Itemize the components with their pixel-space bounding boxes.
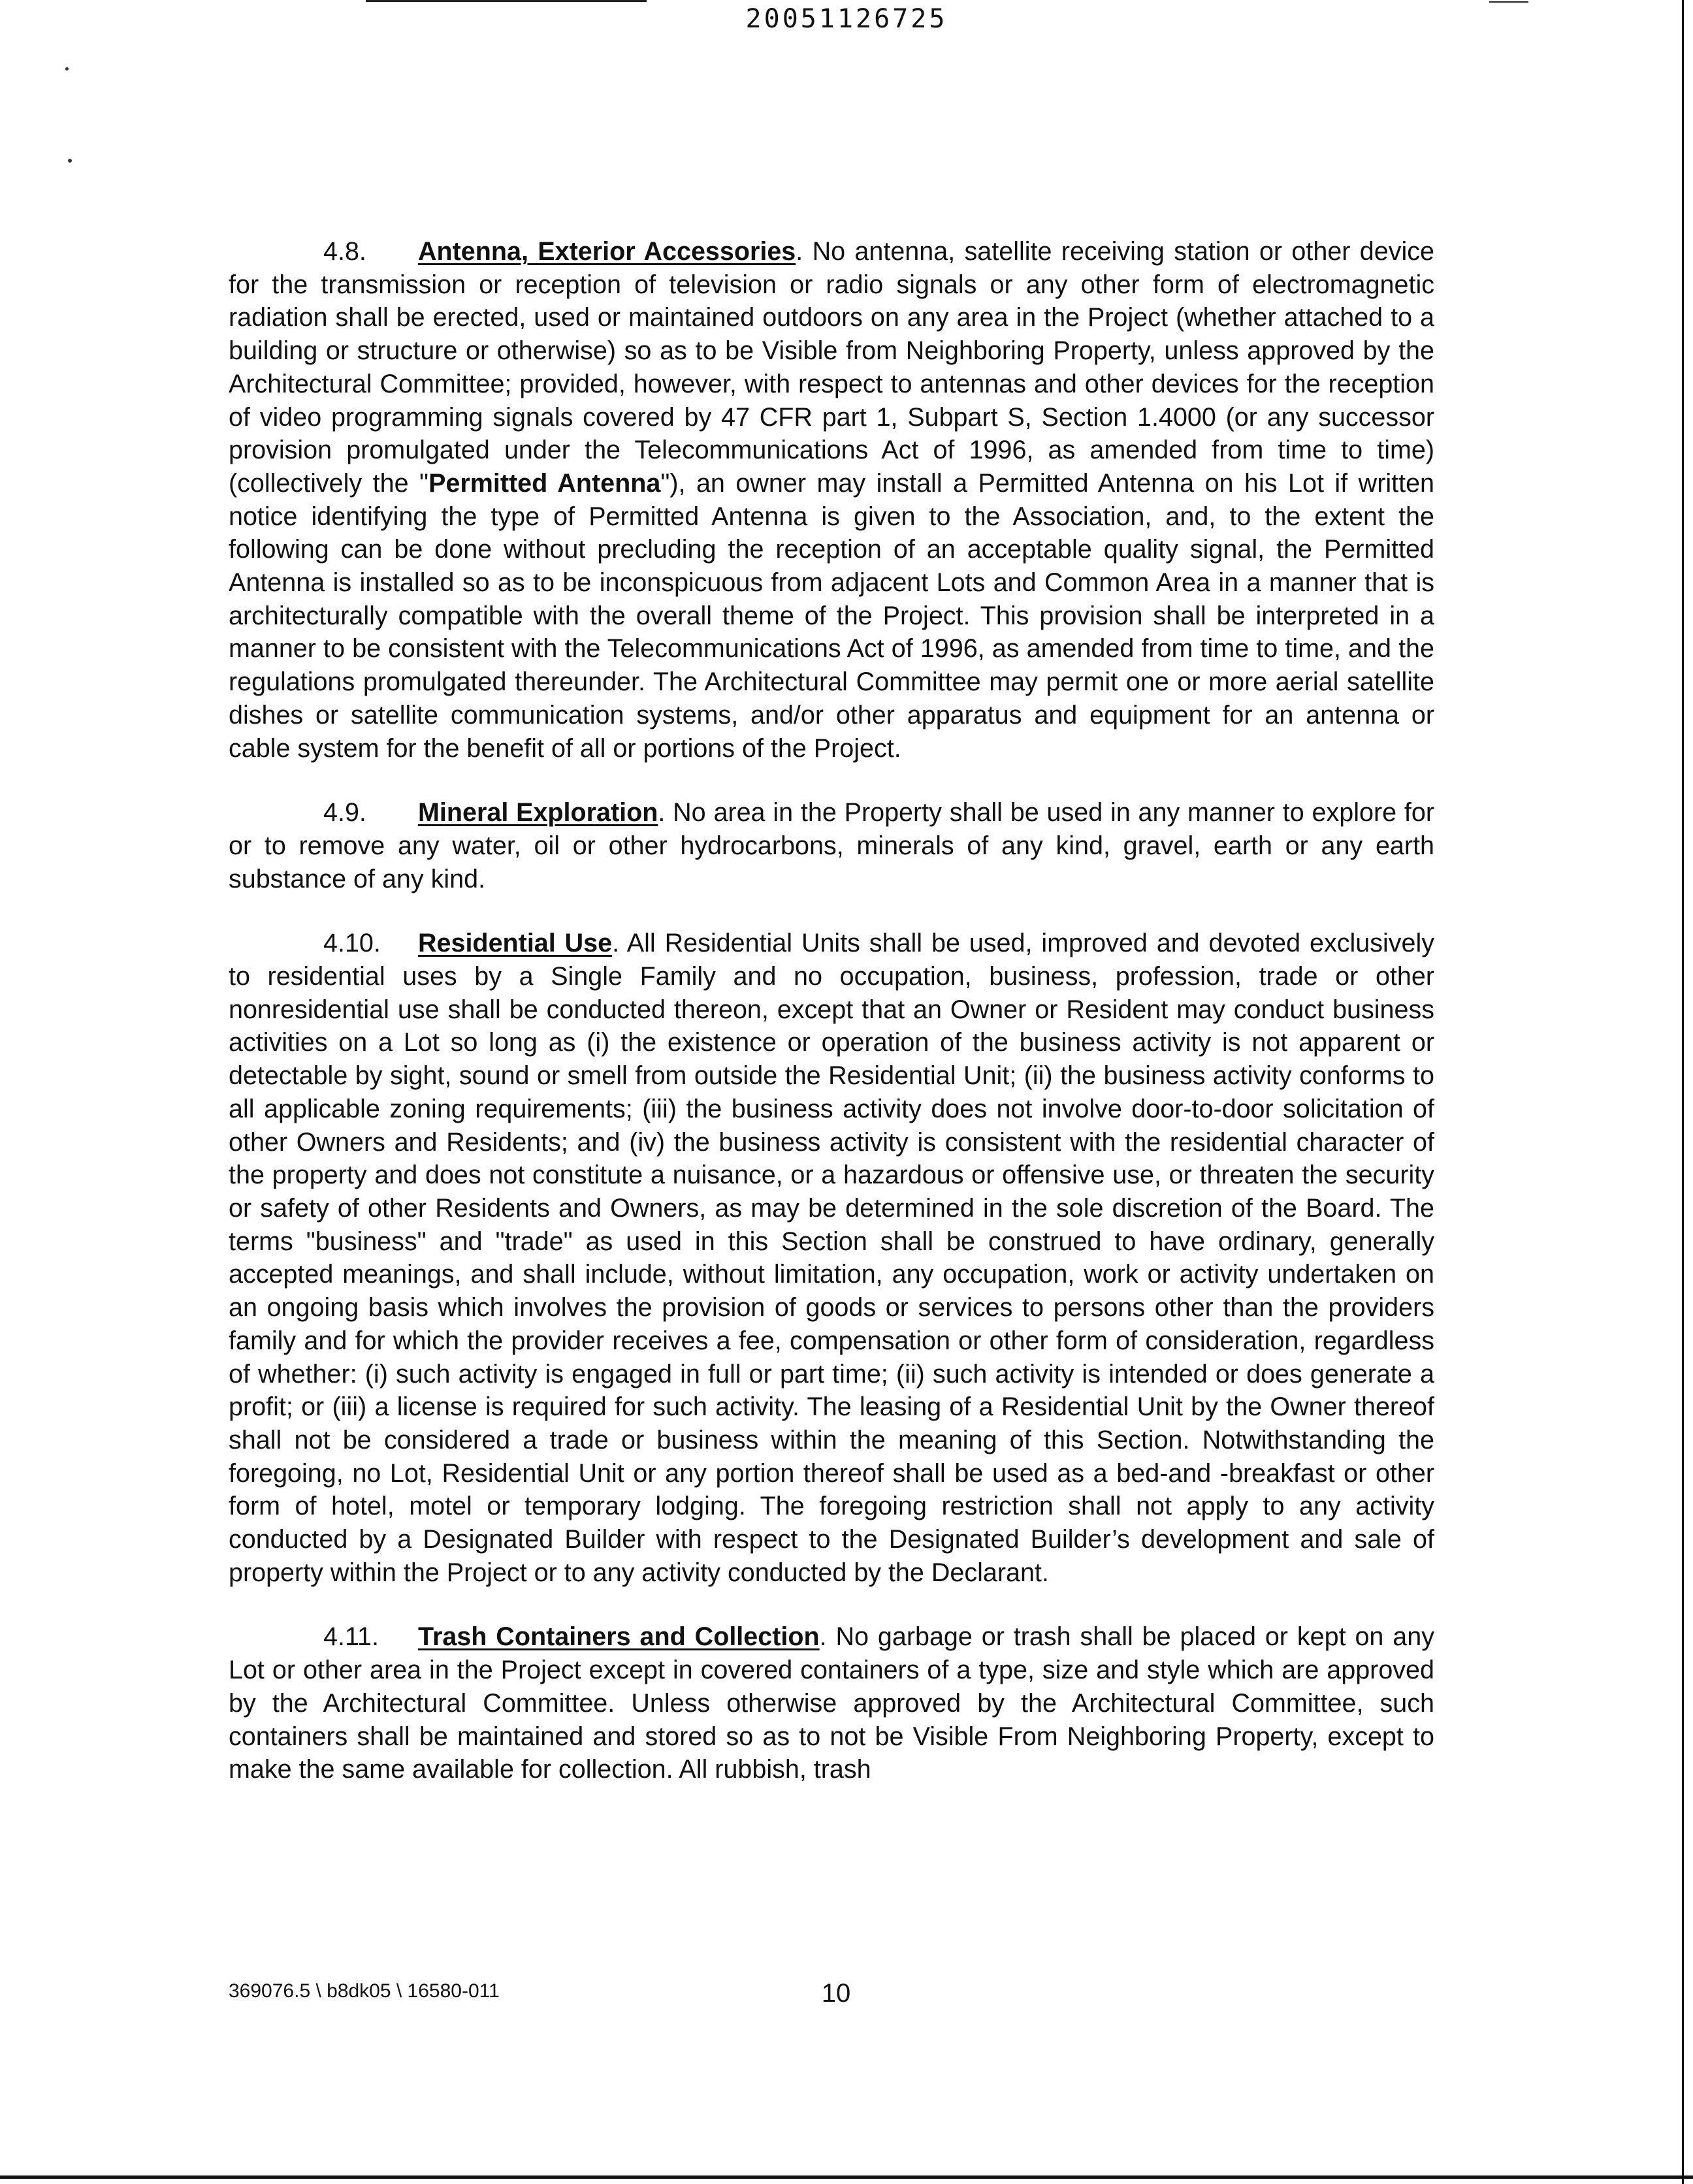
section-heading: Trash Containers and Collection — [418, 1622, 820, 1652]
page-number: 10 — [821, 1979, 851, 2008]
document-body — [229, 235, 1434, 1818]
section-number: 4.8. — [323, 237, 366, 266]
scan-bottom-border — [0, 2176, 1693, 2179]
section-heading: Residential Use — [418, 929, 613, 958]
defined-term: Permitted Antenna — [428, 468, 661, 498]
scan-right-border — [1682, 0, 1684, 2184]
section-number: 4.9. — [323, 798, 366, 827]
section-text: "), an owner may install a Permitted Antenna on his Lot if written notice identifying the type of Permitted Antenna is given to the Association, and, to the extent the following can be done without precluding the reception of an acceptable quality signal, the Permitted Antenna is installed so as to be inconspicuous from adjacent Lots and Common Area in a manner that is architecturally compatible with the overall theme of the Project. This provision shall be interpreted in a manner to be consistent with the Telecommunications Act of 1996, as amended from time to time, and the regulations promulgated thereunder. The Architectural Committee may permit one or more aerial satellite dishes or satellite communication systems, and/or other apparatus and equipment for an antenna or cable system for the benefit of all or portions of the Project. — [229, 468, 1435, 763]
section-4-11 — [229, 1620, 1434, 1786]
scan-top-mark — [1489, 1, 1528, 3]
section-4-10 — [229, 927, 1434, 1589]
scan-top-rule — [366, 0, 647, 2]
scan-speck — [65, 67, 69, 71]
section-heading: Mineral Exploration — [418, 798, 658, 827]
section-number: 4.10. — [323, 929, 381, 958]
section-number: 4.11. — [323, 1622, 379, 1652]
section-4-8 — [229, 235, 1434, 765]
section-4-9 — [229, 796, 1434, 895]
section-heading: Antenna, Exterior Accessories — [418, 237, 796, 266]
document-number: 20051126725 — [745, 4, 948, 34]
section-text: . All Residential Units shall be used, improved and devoted exclusively to residential uses by a Single Family and no occupation, business, profession, trade or other nonresidential use shall be conducted thereon, except that an Owner or Resident may conduct business activities on a Lot so long as (i) the existence or operation of the business activity is not apparent or detectable by sight, sound or smell from outside the Residential Unit; (ii) the business activity conforms to all applicable zoning requirements; (iii) the business activity does not involve door-to-door solicitation of other Owners and Residents; and (iv) the business activity is consistent with the residential character of the property and does not constitute a nuisance, or a hazardous or offensive use, or threaten the security or safety of other Residents and Owners, as may be determined in the sole discretion of the Board. The terms "business" and "trade" as used in this Section shall be construed to have ordinary, generally accepted meanings, and shall include, without limitation, any occupation, work or activity undertaken on an ongoing basis which involves the provision of goods or services to persons other than the providers family and for which the provider receives a fee, compensation or other form of consideration, regardless of whether: (i) such activity is engaged in full or part time; (ii) such activity is intended or does generate a profit; or (iii) a license is required for such activity. The leasing of a Residential Unit by the Owner thereof shall not be considered a trade or business within the meaning of this Section. Notwithstanding the foregoing, no Lot, Residential Unit or any portion thereof shall be used as a bed-and -breakfast or other form of hotel, motel or temporary lodging. The foregoing restriction shall not apply to any activity conducted by a Designated Builder with respect to the Designated Builder’s development and sale of property within the Project or to any activity conducted by the Declarant. — [229, 929, 1434, 1587]
section-text: . No garbage or trash shall be placed or kept on any Lot or other area in the Project except in covered containers of a type, size and style which are approved by the Architectural Committee. Unless otherwise approved by the Architectural Committee, such containers shall be maintained and stored so as to not be Visible From Neighboring Property, except to make the same available for collection. All rubbish, trash — [229, 1622, 1434, 1784]
section-text: . No antenna, satellite receiving station or other device for the transmission or reception of television or radio signals or any other form of electromagnetic radiation shall be erected, used or maintained outdoors on any area in the Project (whether attached to a building or structure or otherwise) so as to be Visible from Neighboring Property, unless approved by the Architectural Committee; provided, however, with respect to antennas and other devices for the reception of video programming signals covered by 47 CFR part 1, Subpart S, Section 1.4000 (or any successor provision promulgated under the Telecommunications Act of 1996, as amended from time to time) (collectively the " — [229, 237, 1434, 498]
scan-speck — [68, 159, 72, 163]
footer-document-code: 369076.5 \ b8dk05 \ 16580-011 — [229, 1980, 500, 2002]
section-text: . No area in the Property shall be used in any manner to explore for or to remove any water, oil or other hydrocarbons, minerals of any kind, gravel, earth or any earth substance of any kind. — [229, 798, 1434, 893]
